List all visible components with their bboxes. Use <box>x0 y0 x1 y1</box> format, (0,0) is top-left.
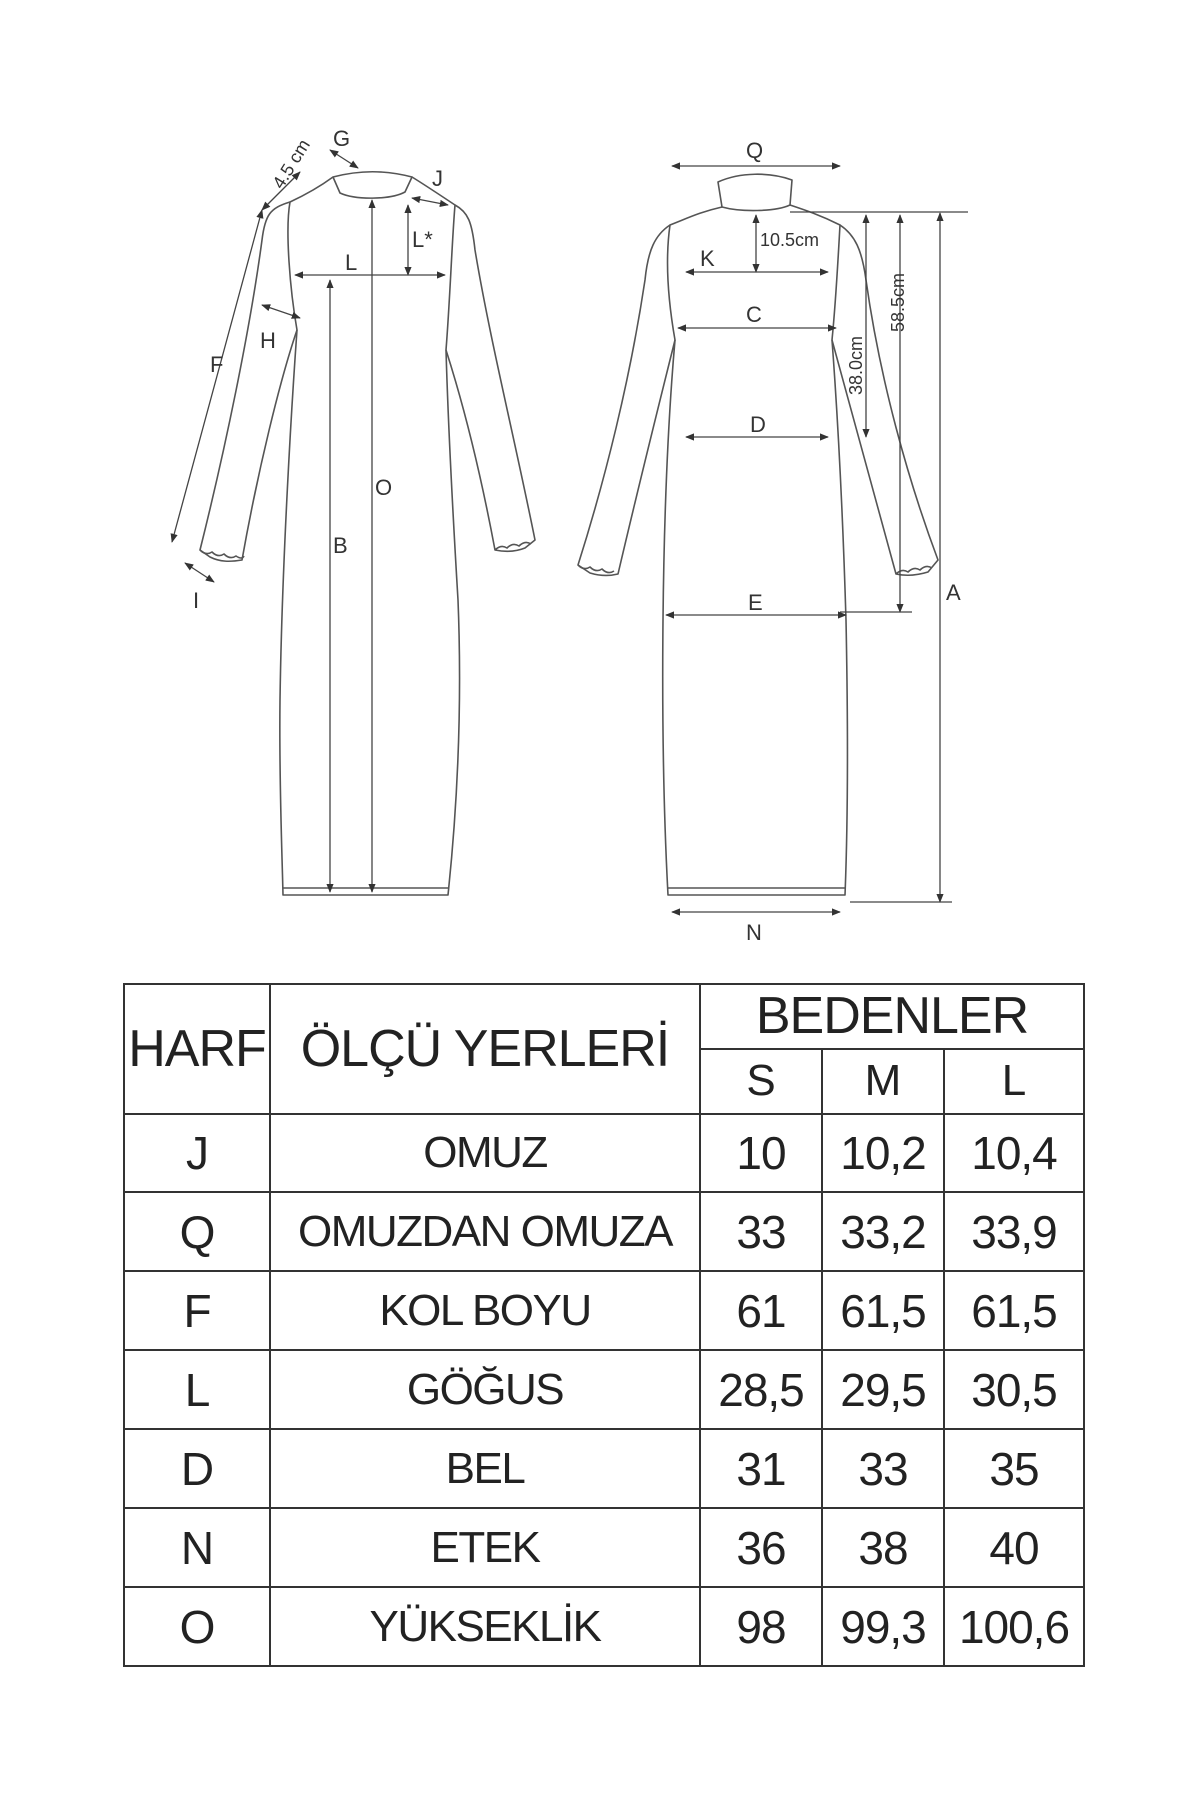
back-label-10-5cm: 10.5cm <box>760 230 820 250</box>
header-size-s: S <box>700 1049 822 1114</box>
front-g-line <box>330 150 358 168</box>
front-label-lstar: L* <box>412 227 433 252</box>
row-value-l: 10,4 <box>944 1114 1084 1193</box>
size-chart-table <box>123 983 1085 1667</box>
front-label-4-5cm: 4.5 cm <box>268 135 315 193</box>
back-label-38cm: 38.0cm <box>846 335 866 395</box>
back-left-sleeve <box>578 225 675 575</box>
back-label-e: E <box>748 590 763 615</box>
front-i-line <box>185 563 214 582</box>
back-label-d: D <box>750 412 766 437</box>
front-j-line <box>412 198 448 205</box>
row-measurement-name: OMUZDAN OMUZA <box>270 1192 700 1271</box>
row-value-s: 10 <box>700 1114 822 1193</box>
row-value-m: 61,5 <box>822 1271 944 1350</box>
row-measurement-name: GÖĞUS <box>270 1350 700 1429</box>
row-measurement-name: ETEK <box>270 1508 700 1587</box>
row-measurement-name: KOL BOYU <box>270 1271 700 1350</box>
row-letter: L <box>124 1350 270 1429</box>
row-value-l: 33,9 <box>944 1192 1084 1271</box>
front-label-b: B <box>333 533 348 558</box>
back-label-c: C <box>746 302 762 327</box>
row-value-m: 29,5 <box>822 1350 944 1429</box>
table-row <box>124 1192 1084 1271</box>
back-label-a: A <box>946 580 961 605</box>
row-measurement-name: YÜKSEKLİK <box>270 1587 700 1666</box>
row-measurement-name: OMUZ <box>270 1114 700 1193</box>
row-value-l: 61,5 <box>944 1271 1084 1350</box>
row-value-m: 38 <box>822 1508 944 1587</box>
row-value-s: 28,5 <box>700 1350 822 1429</box>
front-left-cuff <box>200 550 244 558</box>
front-dress-outline <box>333 172 412 198</box>
front-label-i: I <box>193 588 200 613</box>
row-value-s: 98 <box>700 1587 822 1666</box>
back-right-sleeve <box>832 225 938 575</box>
back-left-cuff <box>578 565 614 573</box>
row-value-s: 61 <box>700 1271 822 1350</box>
back-label-k: K <box>700 246 715 271</box>
front-left-sleeve <box>200 202 297 561</box>
table-row <box>124 1587 1084 1666</box>
row-value-s: 31 <box>700 1429 822 1508</box>
header-letter: HARF <box>124 984 270 1114</box>
back-label-n: N <box>746 920 762 945</box>
header-measurement-place: ÖLÇÜ YERLERİ <box>270 984 700 1114</box>
front-label-g: G <box>333 126 351 151</box>
row-value-s: 33 <box>700 1192 822 1271</box>
row-letter: O <box>124 1587 270 1666</box>
front-label-l: L <box>345 250 358 275</box>
header-sizes-title: BEDENLER <box>700 984 1084 1049</box>
back-collar <box>718 174 792 210</box>
row-value-m: 10,2 <box>822 1114 944 1193</box>
front-label-j: J <box>432 166 443 191</box>
front-label-o: O <box>375 475 393 500</box>
row-value-m: 33,2 <box>822 1192 944 1271</box>
row-letter: D <box>124 1429 270 1508</box>
row-letter: J <box>124 1114 270 1193</box>
row-measurement-name: BEL <box>270 1429 700 1508</box>
row-value-l: 100,6 <box>944 1587 1084 1666</box>
table-row <box>124 1429 1084 1508</box>
row-letter: N <box>124 1508 270 1587</box>
table-row <box>124 1114 1084 1193</box>
front-label-h: H <box>260 328 276 353</box>
row-value-m: 33 <box>822 1429 944 1508</box>
back-label-58-5cm: 58.5cm <box>888 272 908 332</box>
back-view <box>578 138 968 945</box>
row-value-l: 35 <box>944 1429 1084 1508</box>
row-value-l: 30,5 <box>944 1350 1084 1429</box>
row-value-s: 36 <box>700 1508 822 1587</box>
back-label-q: Q <box>746 138 764 163</box>
front-right-sleeve <box>446 205 535 551</box>
front-view <box>172 126 535 895</box>
table-row <box>124 1350 1084 1429</box>
table-row <box>124 1271 1084 1350</box>
front-label-f: F <box>210 352 224 377</box>
header-size-l: L <box>944 1049 1084 1114</box>
row-letter: Q <box>124 1192 270 1271</box>
row-value-l: 40 <box>944 1508 1084 1587</box>
front-right-cuff <box>495 542 531 550</box>
row-value-m: 99,3 <box>822 1587 944 1666</box>
header-size-m: M <box>822 1049 944 1114</box>
front-dress-body <box>280 177 460 895</box>
table-row <box>124 1508 1084 1587</box>
row-letter: F <box>124 1271 270 1350</box>
